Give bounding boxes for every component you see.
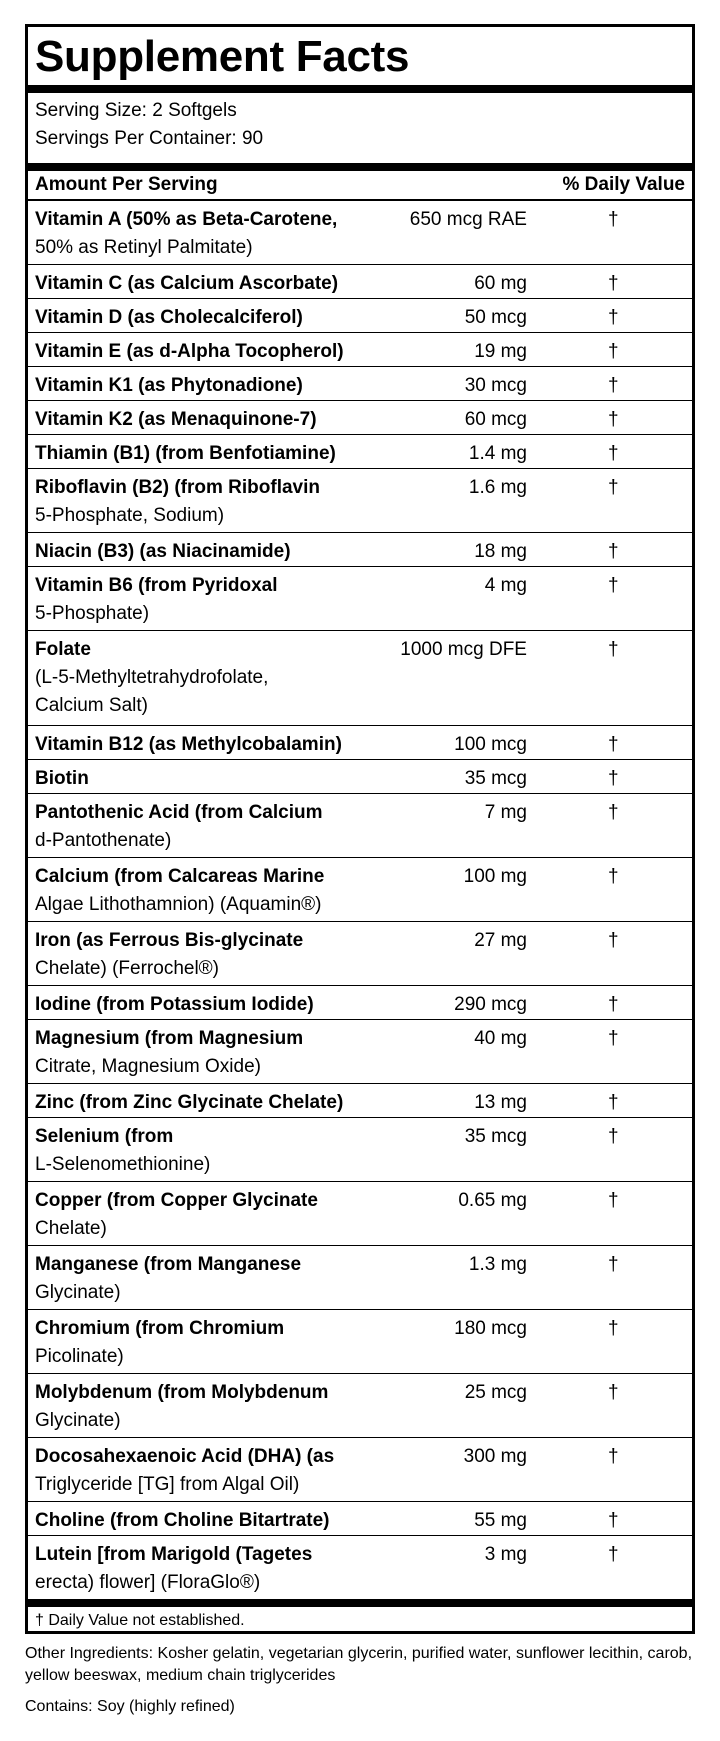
- nutrient-row: [28, 1502, 692, 1536]
- nutrient-name: [35, 338, 385, 366]
- nutrient-name: [35, 636, 385, 720]
- nutrient-daily-value: †: [608, 541, 619, 562]
- nutrient-daily-value: †: [608, 994, 619, 1015]
- nutrient-amount: 13 mg: [474, 1092, 527, 1113]
- nutrient-name-bold: Folate: [35, 639, 91, 660]
- nutrient-daily-value: †: [608, 1318, 619, 1339]
- nutrient-row: [28, 299, 692, 333]
- nutrient-name-bold: Copper (from Copper Glycinate: [35, 1190, 318, 1211]
- nutrient-daily-value: †: [608, 639, 619, 660]
- panel-title: Supplement Facts: [35, 32, 410, 81]
- nutrient-daily-value: †: [608, 866, 619, 887]
- nutrient-name-bold: Iodine (from Potassium Iodide): [35, 994, 314, 1015]
- nutrient-name: [35, 440, 385, 468]
- nutrient-name: [35, 765, 385, 793]
- nutrient-name-bold: Riboflavin (B2) (from Riboflavin: [35, 477, 320, 498]
- nutrient-daily-value: †: [608, 575, 619, 596]
- nutrient-name-bold: Pantothenic Acid (from Calcium: [35, 802, 323, 823]
- nutrient-name: [35, 270, 385, 298]
- nutrient-amount: 35 mcg: [464, 768, 527, 789]
- nutrient-name: [35, 538, 385, 566]
- nutrient-row: [28, 567, 692, 631]
- nutrient-amount: 19 mg: [474, 341, 527, 362]
- nutrient-daily-value: †: [608, 1446, 619, 1467]
- nutrient-daily-value: †: [608, 734, 619, 755]
- nutrient-amount: 25 mcg: [464, 1382, 527, 1403]
- nutrient-amount: 1.3 mg: [468, 1254, 527, 1275]
- nutrient-name-bold: Lutein [from Marigold (Tagetes: [35, 1544, 313, 1565]
- nutrient-name-detail: L-Selenomethionine): [35, 1154, 211, 1175]
- nutrient-name-bold: Magnesium (from Magnesium: [35, 1028, 304, 1049]
- serving-size: Serving Size: 2 Softgels: [35, 100, 237, 121]
- nutrient-amount: 100 mg: [463, 866, 527, 887]
- nutrient-name: [35, 206, 385, 262]
- nutrient-name-bold: Niacin (B3) (as Niacinamide): [35, 541, 291, 562]
- nutrient-amount: 650 mcg RAE: [409, 209, 527, 230]
- nutrient-row: [28, 533, 692, 567]
- nutrient-name-detail: 5-Phosphate, Sodium): [35, 505, 225, 526]
- nutrient-daily-value: †: [608, 1510, 619, 1531]
- nutrient-name-bold: Chromium (from Chromium: [35, 1318, 285, 1339]
- nutrient-name: [35, 927, 385, 983]
- nutrient-daily-value: †: [608, 768, 619, 789]
- serving-divider: [28, 163, 692, 171]
- nutrient-amount: 1.6 mg: [468, 477, 527, 498]
- nutrient-name-bold: Iron (as Ferrous Bis-glycinate: [35, 930, 304, 951]
- nutrient-amount: 40 mg: [474, 1028, 527, 1049]
- nutrient-name-bold: Vitamin K1 (as Phytonadione): [35, 375, 303, 396]
- nutrient-amount: 7 mg: [484, 802, 527, 823]
- nutrient-name-bold: Vitamin B6 (from Pyridoxal: [35, 575, 278, 596]
- nutrient-daily-value: †: [608, 375, 619, 396]
- nutrient-name-bold: Choline (from Choline Bitartrate): [35, 1510, 330, 1531]
- nutrient-amount: 0.65 mg: [458, 1190, 527, 1211]
- nutrient-row: [28, 401, 692, 435]
- nutrient-name-bold: Vitamin E (as d-Alpha Tocopherol): [35, 341, 344, 362]
- nutrient-row: [28, 1374, 692, 1438]
- nutrient-amount: 27 mg: [474, 930, 527, 951]
- nutrient-row: [28, 1310, 692, 1374]
- nutrient-name: [35, 731, 385, 759]
- nutrient-daily-value: †: [608, 930, 619, 951]
- nutrient-name: [35, 1089, 385, 1117]
- table-bottom-divider: [28, 1599, 692, 1607]
- nutrient-name: [35, 1443, 385, 1499]
- nutrient-name-detail: Picolinate): [35, 1346, 124, 1367]
- nutrient-name: [35, 474, 385, 530]
- nutrient-name: [35, 1379, 385, 1435]
- nutrient-name: [35, 1251, 385, 1307]
- nutrient-name: [35, 1315, 385, 1371]
- nutrient-row: [28, 1182, 692, 1246]
- nutrient-daily-value: †: [608, 443, 619, 464]
- nutrient-name: [35, 863, 385, 919]
- nutrient-name: [35, 1507, 385, 1535]
- amount-per-serving-header: Amount Per Serving: [35, 174, 218, 195]
- nutrient-daily-value: †: [608, 1190, 619, 1211]
- nutrient-name: [35, 406, 385, 434]
- nutrient-daily-value: †: [608, 409, 619, 430]
- nutrient-name-bold: Vitamin C (as Calcium Ascorbate): [35, 273, 339, 294]
- nutrient-amount: 180 mcg: [454, 1318, 527, 1339]
- title-divider: [28, 85, 692, 93]
- nutrient-amount: 18 mg: [474, 541, 527, 562]
- nutrient-row: [28, 760, 692, 794]
- nutrient-row: [28, 1536, 692, 1600]
- nutrient-daily-value: †: [608, 307, 619, 328]
- nutrient-name: [35, 1123, 385, 1179]
- nutrient-name-bold: Vitamin A (50% as Beta-Carotene,: [35, 209, 338, 230]
- nutrient-amount: 300 mg: [463, 1446, 527, 1467]
- nutrient-amount: 4 mg: [484, 575, 527, 596]
- nutrient-name-bold: Molybdenum (from Molybdenum: [35, 1382, 329, 1403]
- nutrient-amount: 60 mg: [474, 273, 527, 294]
- nutrient-row: [28, 858, 692, 922]
- nutrient-row: [28, 201, 692, 265]
- nutrient-name: [35, 304, 385, 332]
- nutrient-row: [28, 1118, 692, 1182]
- nutrient-name-detail: 5-Phosphate): [35, 603, 150, 624]
- nutrient-name-bold: Vitamin D (as Cholecalciferol): [35, 307, 303, 328]
- nutrient-amount: 55 mg: [474, 1510, 527, 1531]
- nutrient-daily-value: †: [608, 1126, 619, 1147]
- nutrient-daily-value: †: [608, 209, 619, 230]
- nutrient-amount: 290 mcg: [454, 994, 527, 1015]
- nutrient-name-bold: Vitamin B12 (as Methylcobalamin): [35, 734, 342, 755]
- servings-per-container: Servings Per Container: 90: [35, 128, 264, 149]
- nutrient-daily-value: †: [608, 1544, 619, 1565]
- nutrient-name: [35, 1541, 385, 1597]
- nutrient-name-detail: Algae Lithothamnion) (Aquamin®): [35, 894, 322, 915]
- nutrient-name-detail: Citrate, Magnesium Oxide): [35, 1056, 261, 1077]
- nutrient-name-detail: (L-5-Methyltetrahydrofolate, Calcium Salt): [35, 667, 269, 716]
- nutrient-name: [35, 799, 385, 855]
- nutrient-amount: 3 mg: [484, 1544, 527, 1565]
- nutrient-amount: 1.4 mg: [468, 443, 527, 464]
- nutrient-name-detail: d-Pantothenate): [35, 830, 172, 851]
- nutrient-row: [28, 922, 692, 986]
- nutrient-amount: 1000 mcg DFE: [400, 639, 527, 660]
- nutrient-amount: 60 mcg: [464, 409, 527, 430]
- nutrient-name-detail: Glycinate): [35, 1282, 121, 1303]
- nutrient-name-bold: Vitamin K2 (as Menaquinone-7): [35, 409, 317, 430]
- nutrient-name-detail: erecta) flower] (FloraGlo®): [35, 1572, 261, 1593]
- nutrient-daily-value: †: [608, 273, 619, 294]
- nutrient-name-detail: Triglyceride [TG] from Algal Oil): [35, 1474, 300, 1495]
- nutrient-name-bold: Selenium (from: [35, 1126, 174, 1147]
- nutrient-amount: 30 mcg: [464, 375, 527, 396]
- nutrient-name: [35, 1025, 385, 1081]
- daily-value-header: % Daily Value: [562, 174, 685, 195]
- nutrient-name: [35, 991, 385, 1019]
- nutrient-row: [28, 631, 692, 726]
- nutrient-daily-value: †: [608, 1092, 619, 1113]
- nutrient-name-bold: Zinc (from Zinc Glycinate Chelate): [35, 1092, 344, 1113]
- nutrient-row: [28, 1084, 692, 1118]
- nutrient-row: [28, 469, 692, 533]
- nutrient-row: [28, 794, 692, 858]
- supplement-facts-panel: [25, 24, 695, 1634]
- nutrient-row: [28, 1246, 692, 1310]
- nutrient-name-bold: Biotin: [35, 768, 89, 789]
- nutrient-name: [35, 1187, 385, 1243]
- nutrient-name-detail: Chelate): [35, 1218, 107, 1239]
- nutrient-row: [28, 986, 692, 1020]
- nutrient-row: [28, 1438, 692, 1502]
- nutrient-name-detail: Glycinate): [35, 1410, 121, 1431]
- nutrient-name-detail: 50% as Retinyl Palmitate): [35, 237, 253, 258]
- nutrient-row: [28, 333, 692, 367]
- nutrient-name-bold: Docosahexaenoic Acid (DHA) (as: [35, 1446, 335, 1467]
- daily-value-footnote: † Daily Value not established.: [35, 1612, 245, 1629]
- nutrient-daily-value: †: [608, 477, 619, 498]
- nutrient-name: [35, 572, 385, 628]
- nutrient-amount: 50 mcg: [464, 307, 527, 328]
- nutrient-name-bold: Manganese (from Manganese: [35, 1254, 302, 1275]
- nutrient-amount: 100 mcg: [454, 734, 527, 755]
- nutrient-row: [28, 367, 692, 401]
- nutrient-row: [28, 1020, 692, 1084]
- nutrient-name: [35, 372, 385, 400]
- nutrient-row: [28, 435, 692, 469]
- other-ingredients: Other Ingredients: Kosher gelatin, vegetarian glycerin, purified water, sunflower lecithin, carob, yellow beeswax, medium chain triglycerides: [25, 1645, 693, 1684]
- nutrient-row: [28, 726, 692, 760]
- nutrient-row: [28, 265, 692, 299]
- nutrient-daily-value: †: [608, 1028, 619, 1049]
- nutrient-amount: 35 mcg: [464, 1126, 527, 1147]
- nutrient-name-detail: Chelate) (Ferrochel®): [35, 958, 219, 979]
- nutrient-table: [28, 201, 692, 1600]
- nutrient-daily-value: †: [608, 1254, 619, 1275]
- nutrient-daily-value: †: [608, 1382, 619, 1403]
- nutrient-daily-value: †: [608, 802, 619, 823]
- nutrient-daily-value: †: [608, 341, 619, 362]
- nutrient-name-bold: Thiamin (B1) (from Benfotiamine): [35, 443, 336, 464]
- allergen-statement: Contains: Soy (highly refined): [25, 1698, 235, 1715]
- nutrient-name-bold: Calcium (from Calcareas Marine: [35, 866, 325, 887]
